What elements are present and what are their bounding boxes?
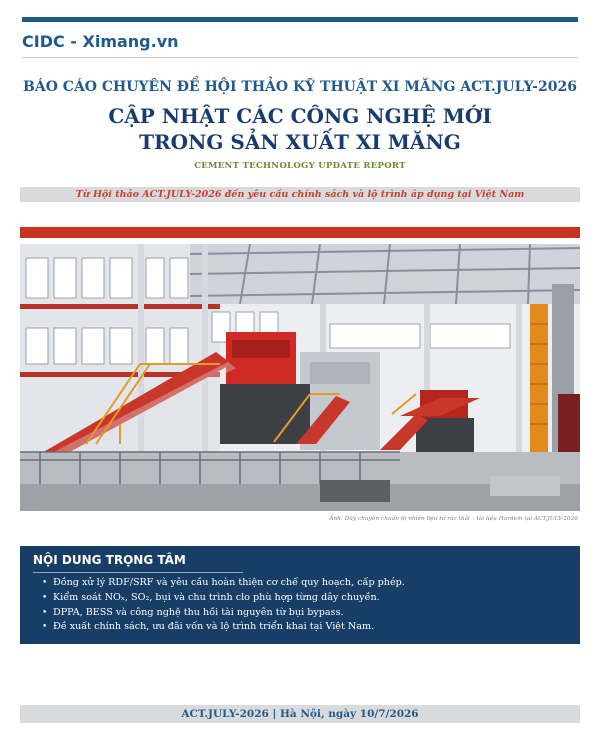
photo-caption: Ảnh: Dây chuyền chuẩn bị nhiên liệu từ rác thải – tài liệu Hardem tại ACT.JULY-2026 (329, 516, 578, 522)
bullet-text: Đề xuất chính sách, ưu đãi vốn và lộ trình triển khai tại Việt Nam. (53, 621, 375, 633)
report-kicker: BÁO CÁO CHUYÊN ĐỀ HỘI THẢO KỸ THUẬT XI MĂNG ACT.JULY-2026 (23, 79, 577, 95)
bullet-text: Kiểm soát NOₓ, SO₂, bụi và chu trình clo phù hợp từng dây chuyền. (53, 591, 380, 603)
accent-band (20, 227, 580, 238)
factory-photo (20, 244, 580, 511)
bullet-icon: • (42, 607, 48, 618)
report-subtitle-en: CEMENT TECHNOLOGY UPDATE REPORT (194, 161, 406, 171)
focus-title: NỘI DUNG TRỌNG TÂM (33, 553, 186, 567)
bullet-text: Đồng xử lý RDF/SRF và yêu cầu hoàn thiện cơ chế quy hoạch, cấp phép. (53, 577, 405, 588)
brand-name: CIDC - Ximang.vn (22, 32, 179, 51)
list-item (42, 620, 405, 635)
list-item (42, 606, 405, 621)
report-title-line2: TRONG SẢN XUẤT XI MĂNG (139, 130, 461, 154)
top-rule (22, 17, 578, 22)
list-item (42, 576, 405, 591)
bullet-icon: • (42, 592, 48, 603)
bullet-icon: • (42, 622, 48, 633)
bullet-icon: • (42, 578, 48, 588)
list-item (42, 591, 405, 606)
bullet-text: DPPA, BESS và công nghệ thu hồi tài nguyên từ bụi bypass. (53, 606, 344, 618)
focus-bullet-list (42, 576, 405, 635)
report-tagline: Từ Hội thảo ACT.JULY-2026 đến yêu cầu chính sách và lộ trình áp dụng tại Việt Nam (20, 187, 580, 202)
divider (22, 57, 578, 58)
focus-divider (33, 572, 243, 573)
report-title-line1: CẬP NHẬT CÁC CÔNG NGHỆ MỚI (108, 104, 492, 128)
footer-bar: ACT.JULY-2026 | Hà Nội, ngày 10/7/2026 (20, 705, 580, 723)
focus-panel (20, 546, 580, 644)
